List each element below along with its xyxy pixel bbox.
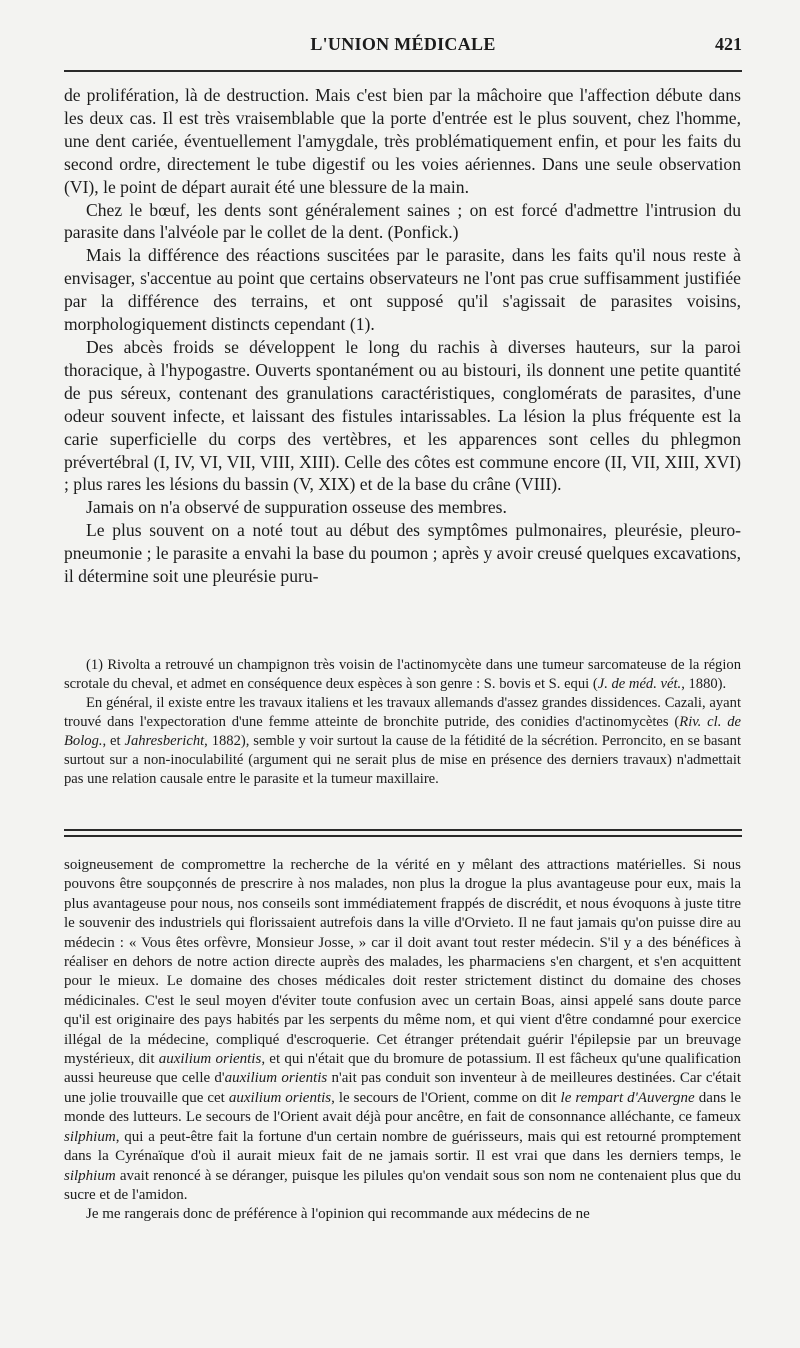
footnote [64,656,741,694]
paragraph: Mais la différence des réactions suscitées par le parasite, dans les faits qu'il nous reste à envisager, s'accentue au point que certains observateurs ne l'ont pas crue suffisamment justifiée par la différence des terrains, et ont supposé qu'il s'agissait de parasites voisins, morphologiquement distincts cependant (1). [64,245,741,335]
feuilleton-text [64,856,741,1225]
footnote-text: (1) Rivolta a retrouvé un champignon très voisin de l'actinomycète dans une tumeur sarcomateuse de la région scrotale du cheval, et admet en conséquence deux espèces à son genre : S. bovis et S. equi ( [64,657,741,692]
feuilleton-paragraph [64,856,741,1205]
footnote-text: , 1882), semble y voir surtout la cause de la fétidité de la sécrétion. Perroncito, en se basant surtout sur a non-inoculabilité (argument qui ne serait plus de mise en présence des derniers travaux) n'admettait pas une relation causale entre le parasite et la tumeur maxillaire. [64,733,741,787]
text-run: n'ait pas conduit son inventeur à de meilleures destinées. Car c'était une jolie trouvaille que cet [64,1070,741,1106]
paragraph: Des abcès froids se développent le long du rachis à diverses hauteurs, sur la paroi thoracique, à l'hypogastre. Ouverts spontanément ou au bistouri, ils donnent une petite quantité de pus séreux, contenant des granulations caractéristiques, conglomérats de parasites, d'une odeur souvent infecte, et laissant des fistules intarissables. La lésion la plus fréquente est la carie superficielle du corps des vertèbres, et les apparences sont celles du phlegmon prévertébral (I, IV, VI, VII, VIII, XIII). Celle des côtes est commune encore (II, VII, XIII, XVI) ; plus rares les lésions du bassin (V, XIX) et de la base du crâne (VIII). [64,336,741,495]
text-run: dans le monde des lutteurs. Le secours de l'Orient avait déjà pour ancêtre, en fait de consonnance alléchante, ce fameux [64,1089,741,1126]
paragraph: de prolifération, là de destruction. Mais c'est bien par la mâchoire que l'affection débute dans les deux cas. Il est très vraisemblable que la porte d'entrée est le plus souvent, chez l'homme, une dent cariée, éventuellement l'amygdale, très problématiquement enfin, et pour les faits du second ordre, directement le tube digestif ou les voies aériennes. Dans une seule observation (VI), le point de départ aurait été une blessure de la main. [64,85,741,197]
text-run: , qui a peut-être fait la fortune d'un certain nombre de guérisseurs, mais qui est retourné promptement dans la Cyrénaïque d'où il aurait mieux fait de ne jamais sortir. Il est vrai que dans les derniers temps, le [64,1128,741,1165]
footnotes [64,656,741,789]
text-run: avait renoncé à se déranger, puisque les pilules qu'on vendait sous son nom ne contenaient plus que du sucre et de l'amidon. [64,1167,741,1203]
paragraph: Chez le bœuf, les dents sont généralement saines ; on est forcé d'admettre l'intrusion du parasite dans l'alvéole par le collet de la dent. (Ponfick.) [64,199,741,243]
feuilleton-paragraph: Je me rangerais donc de préférence à l'opinion qui recommande aux médecins de ne [86,1206,590,1223]
italic-term: silphium [64,1128,116,1145]
italic-term: le rempart d'Auvergne [560,1089,695,1106]
footnote-text: En général, il existe entre les travaux italiens et les travaux allemands d'assez grandes dissidences. Cazali, ayant trouvé dans l'expectoration d'une femme atteinte de bronchite putride, des conidies d'actinomycètes ( [64,695,741,730]
paragraph: Jamais on n'a observé de suppuration osseuse des membres. [86,497,507,518]
citation: Jahresbericht [124,733,205,749]
italic-term: auxilium orientis [224,1070,328,1087]
paragraph: Le plus souvent on a noté tout au début des symptômes pulmonaires, pleurésie, pleuro-pneumonie ; le parasite a envahi la base du poumon ; après y avoir creusé quelques excavations, il détermine soit une pleurésie puru- [64,520,741,587]
citation: J. de méd. vét. [597,676,682,692]
text-run: , le secours de l'Orient, comme on dit [331,1089,561,1106]
main-text [64,84,741,588]
italic-term: auxilium orientis [228,1089,332,1106]
running-title: L'UNION MÉDICALE [310,34,496,54]
page-number: 421 [715,34,742,54]
citation: Riv. cl. de Bolog. [64,714,741,749]
feuilleton-separator [64,829,742,837]
footnote [64,694,741,789]
italic-term: auxilium orientis [158,1051,262,1068]
footnote-text: , et [102,733,125,749]
italic-term: silphium [64,1167,116,1184]
text-run: , et qui n'était que du bromure de potassium. Il est fâcheux qu'une qualification aussi heureuse que celle d' [64,1051,741,1087]
page-header [64,34,742,66]
text-run: soigneusement de compromettre la recherche de la vérité en y mêlant des attractions matérielles. Si nous pouvons être soupçonnés de prescrire à nos malades, non plus la drogue la plus avantageuse pour eux, mais la plus avantageuse pour nous, nos conseils sont immédiatement frappés de discrédit, et nous évoquons à juste titre le souvenir des industriels qui florissaient autrefois dans la ville d'Orvieto. Il ne faut jamais qu'on puisse dire au médecin : « Vous êtes orfèvre, Monsieur Josse, » car il doit avant tout rester médecin. S'il y a des bénéfices à réaliser en dehors de notre action directe auprès des malades, les pharmaciens s'en chargent, et s'en acquittent pour le mieux. Le domaine des choses médicales doit rester strictement distinct du domaine des choses médicinales. C'est le seul moyen d'éviter toute confusion avec un certain Boas, ainsi appelé sans doute parce qu'il est originaire des pays habités par les serpents du même nom, et qui vient d'être condamné pour exercice illégal de la médecine, compliqué d'escroquerie. Cet étranger prétendait guérir l'épilepsie par un breuvage mystérieux, dit [64,857,741,1068]
footnote-text: , 1880). [681,676,727,692]
header-rule [64,70,742,72]
